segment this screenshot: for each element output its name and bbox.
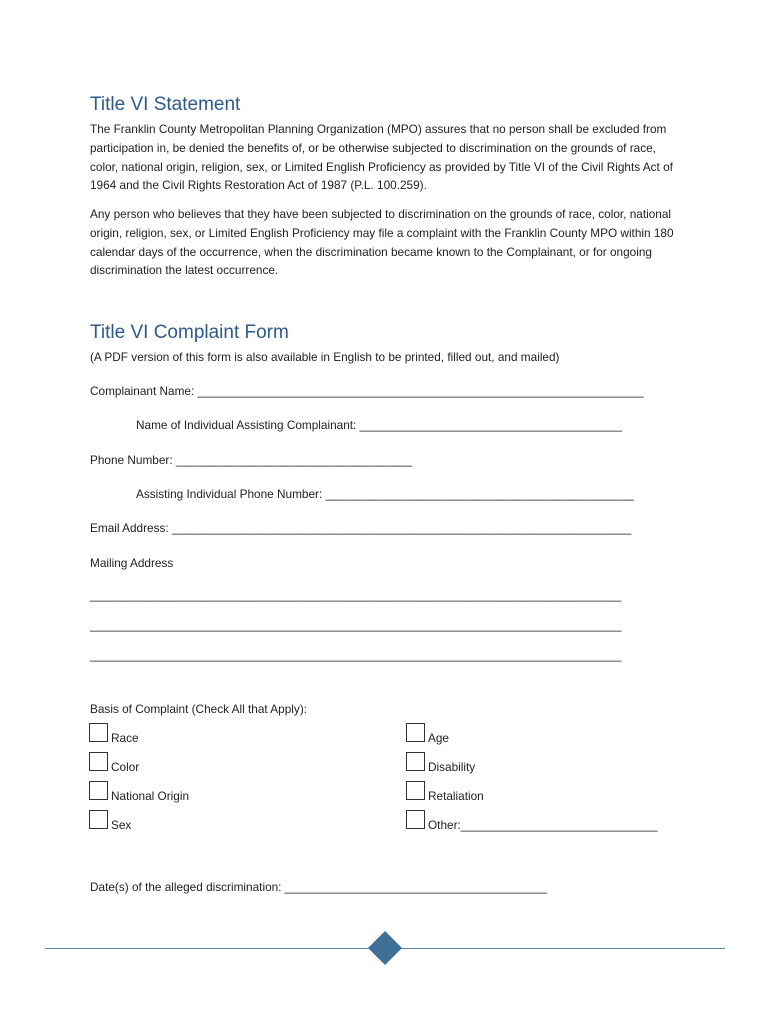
phone-field[interactable]: Phone Number: ____________________________________ <box>90 453 413 467</box>
retaliation-checkbox[interactable] <box>406 781 425 800</box>
other-field[interactable]: Other:______________________________ <box>428 818 658 832</box>
retaliation-label: Retaliation <box>428 789 484 803</box>
dates-field[interactable]: Date(s) of the alleged discrimination: ________________________________________ <box>90 880 548 894</box>
national-origin-label: National Origin <box>111 789 190 803</box>
color-label: Color <box>111 760 140 774</box>
assisting-name-field[interactable]: Name of Individual Assisting Complainant: ________________________________________ <box>136 418 623 432</box>
age-label: Age <box>428 731 449 745</box>
mailing-address-line-1[interactable]: _________________________________________________________________________________ <box>90 588 622 602</box>
complainant-name-field[interactable]: Complainant Name: ____________________________________________________________________ <box>90 384 644 398</box>
other-checkbox[interactable] <box>406 810 425 829</box>
sex-checkbox[interactable] <box>89 810 108 829</box>
statement-title: Title VI Statement <box>90 94 241 115</box>
age-checkbox[interactable] <box>406 723 425 742</box>
statement-paragraph-2: Any person who believes that they have been subjected to discrimination on the grounds of race, color, national origin, religion, sex, or Limited English Proficiency may file a complaint with the Franklin County MPO within 180 calendar days of the occurrence, when the discrimination became known to the Complainant, or for ongoing discrimination the latest occurrence. <box>90 207 674 278</box>
form-title: Title VI Complaint Form <box>90 322 289 343</box>
assisting-phone-field[interactable]: Assisting Individual Phone Number: _______________________________________________ <box>136 487 634 501</box>
statement-paragraph-1: The Franklin County Metropolitan Planning Organization (MPO) assures that no person shall be excluded from participation in, be denied the benefits of, or be otherwise subjected to discrimination on the grounds of race, color, national origin, religion, sex, or Limited English Proficiency as provided by Title VI of the Civil Rights Act of 1964 and the Civil Rights Restoration Act of 1987 (P.L. 100.259). <box>90 122 673 193</box>
basis-label: Basis of Complaint (Check All that Apply): <box>90 702 308 716</box>
mailing-address-line-2[interactable]: _________________________________________________________________________________ <box>90 618 622 632</box>
form-subtitle: (A PDF version of this form is also available in English to be printed, filled out, and mailed) <box>90 350 560 364</box>
disability-checkbox[interactable] <box>406 752 425 771</box>
disability-label: Disability <box>428 760 476 774</box>
color-checkbox[interactable] <box>89 752 108 771</box>
national-origin-checkbox[interactable] <box>89 781 108 800</box>
race-label: Race <box>111 731 139 745</box>
race-checkbox[interactable] <box>89 723 108 742</box>
mailing-address-line-3[interactable]: _________________________________________________________________________________ <box>90 648 622 662</box>
diamond-ornament-icon <box>368 931 402 965</box>
mailing-address-label: Mailing Address <box>90 556 174 570</box>
sex-label: Sex <box>111 818 132 832</box>
email-field[interactable]: Email Address: ______________________________________________________________________ <box>90 521 632 535</box>
